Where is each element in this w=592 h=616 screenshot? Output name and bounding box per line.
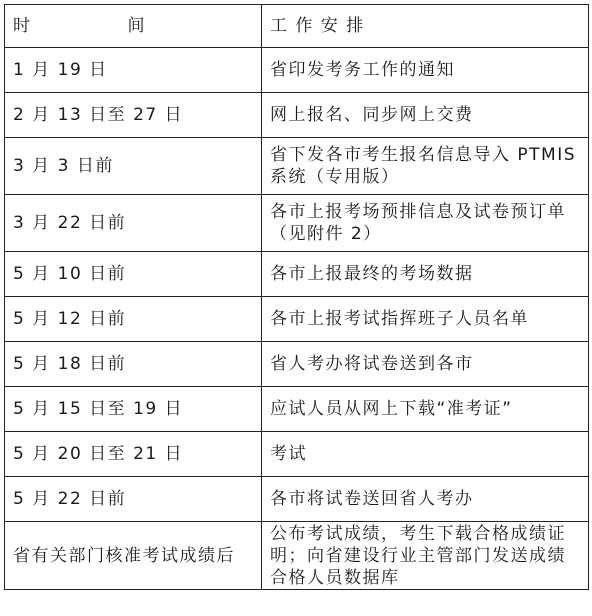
header-work-arrangement: 工 作 安 排 (262, 5, 589, 48)
task-cell: 各市上报考场预排信息及试卷预订单（见附件 2） (262, 195, 589, 252)
task-cell: 考试 (262, 432, 589, 477)
header-time-char-2: 间 (127, 16, 146, 36)
table-row (5, 342, 589, 387)
table-row (5, 477, 589, 522)
task-cell: 省人考办将试卷送到各市 (262, 342, 589, 387)
table-row (5, 48, 589, 93)
task-cell: 网上报名、同步网上交费 (262, 93, 589, 138)
schedule-table (4, 4, 589, 590)
task-cell: 公布考试成绩，考生下载合格成绩证明；向省建设行业主管部门发送成绩合格人员数据库 (262, 522, 589, 590)
table-row (5, 195, 589, 252)
task-cell: 各市上报最终的考场数据 (262, 252, 589, 297)
table-row (5, 138, 589, 195)
table-header-row (5, 5, 589, 48)
time-cell: 5 月 15 日至 19 日 (5, 387, 262, 432)
time-cell: 省有关部门核准考试成绩后 (5, 522, 262, 590)
task-cell: 各市上报考试指挥班子人员名单 (262, 297, 589, 342)
time-cell: 3 月 22 日前 (5, 195, 262, 252)
task-cell: 应试人员从网上下载“准考证” (262, 387, 589, 432)
time-cell: 5 月 12 日前 (5, 297, 262, 342)
table-row (5, 522, 589, 590)
time-cell: 5 月 10 日前 (5, 252, 262, 297)
table-row (5, 432, 589, 477)
task-cell: 各市将试卷送回省人考办 (262, 477, 589, 522)
time-cell: 5 月 20 日至 21 日 (5, 432, 262, 477)
task-cell: 省下发各市考生报名信息导入 PTMIS 系统（专用版） (262, 138, 589, 195)
time-cell: 2 月 13 日至 27 日 (5, 93, 262, 138)
table-row (5, 297, 589, 342)
table-row (5, 387, 589, 432)
table-row (5, 252, 589, 297)
header-time-char-1: 时 (13, 16, 32, 36)
header-time (5, 5, 262, 48)
time-cell: 5 月 22 日前 (5, 477, 262, 522)
time-cell: 3 月 3 日前 (5, 138, 262, 195)
time-cell: 1 月 19 日 (5, 48, 262, 93)
task-cell: 省印发考务工作的通知 (262, 48, 589, 93)
time-cell: 5 月 18 日前 (5, 342, 262, 387)
table-row (5, 93, 589, 138)
